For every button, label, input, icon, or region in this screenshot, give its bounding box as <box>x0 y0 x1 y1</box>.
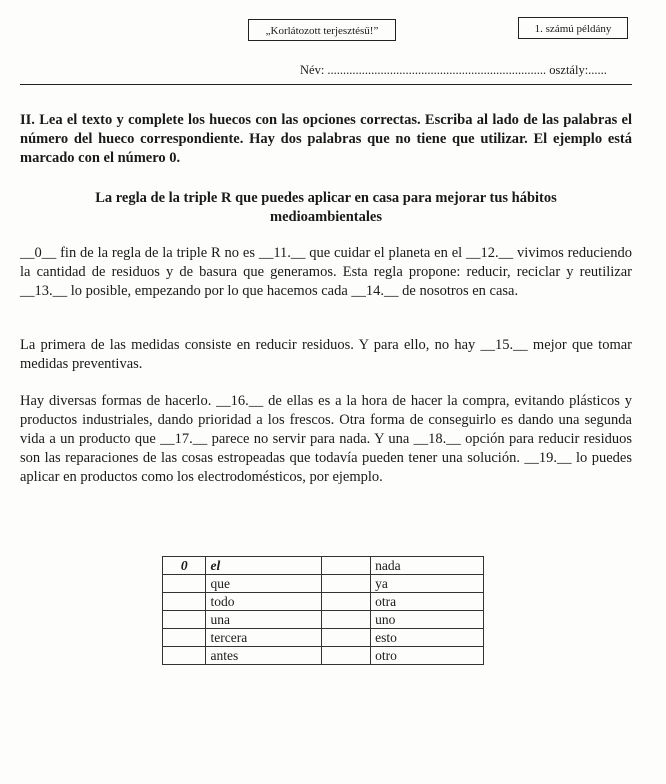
gap-number-cell[interactable] <box>163 575 206 593</box>
word-cell: todo <box>206 593 322 611</box>
gap-number-cell[interactable] <box>322 611 371 629</box>
gap-number-cell[interactable] <box>322 557 371 575</box>
text-title: La regla de la triple R que puedes aplicar en casa para mejorar tus hábitos medioambientales <box>95 190 557 225</box>
word-cell: otro <box>371 647 484 665</box>
table-row <box>163 647 484 665</box>
word-cell: uno <box>371 611 484 629</box>
word-cell: que <box>206 575 322 593</box>
name-class-row: Név: ...................................................................... osztály:...... <box>300 63 607 77</box>
table-row <box>163 593 484 611</box>
gap-number-cell[interactable] <box>322 575 371 593</box>
copy-number-label: 1. számú példány <box>518 17 628 39</box>
paragraph-3: Hay diversas formas de hacerlo. __16.__ de ellas es a la hora de hacer la compra, evitando plásticos y productos industriales, dando prioridad a los frescos. Otra forma de conseguirlo es dando una segunda vida a un producto que __17.__ parece no servir para nada. Y una __18.__ opción para reducir residuos son las reparaciones de las cosas estropeadas que todavía pueden tener una solución. __19.__ lo puedes aplicar en productos como los electrodomésticos, por ejemplo. <box>20 393 632 485</box>
word-cell: una <box>206 611 322 629</box>
gap-number-cell[interactable] <box>163 593 206 611</box>
word-cell: ya <box>371 575 484 593</box>
table-row <box>163 557 484 575</box>
word-cell: nada <box>371 557 484 575</box>
gap-number-cell[interactable] <box>322 629 371 647</box>
paragraph-2: La primera de las medidas consiste en reducir residuos. Y para ello, no hay __15.__ mejor que tomar medidas preventivas. <box>20 337 632 372</box>
header-divider <box>20 84 632 85</box>
word-cell: esto <box>371 629 484 647</box>
gap-number-cell[interactable] <box>163 647 206 665</box>
table-row <box>163 611 484 629</box>
word-options-table <box>162 556 484 665</box>
gap-number-cell[interactable] <box>322 647 371 665</box>
word-cell: antes <box>206 647 322 665</box>
exercise-instructions: II. Lea el texto y complete los huecos con las opciones correctas. Escriba al lado de las palabras el número del hueco correspondiente. Hay dos palabras que no tiene que utilizar. El ejemplo está marcado con el número 0. <box>20 112 632 166</box>
gap-number-cell[interactable]: 0 <box>163 557 206 575</box>
gap-number-cell[interactable] <box>163 629 206 647</box>
gap-number-cell[interactable] <box>163 611 206 629</box>
table-row <box>163 629 484 647</box>
gap-number-cell[interactable] <box>322 593 371 611</box>
paragraph-1: __0__ fin de la regla de la triple R no es __11.__ que cuidar el planeta en el __12.__ vivimos reduciendo la cantidad de residuos y de basura que generamos. Esta regla propone: reducir, reciclar y reutilizar __13.__ lo posible, empezando por lo que hacemos cada __14.__ de nosotros en casa. <box>20 245 632 299</box>
word-cell: otra <box>371 593 484 611</box>
restricted-distribution-label: „Korlátozott terjesztésű!” <box>248 19 396 41</box>
table-row <box>163 575 484 593</box>
word-cell: el <box>206 557 322 575</box>
word-cell: tercera <box>206 629 322 647</box>
